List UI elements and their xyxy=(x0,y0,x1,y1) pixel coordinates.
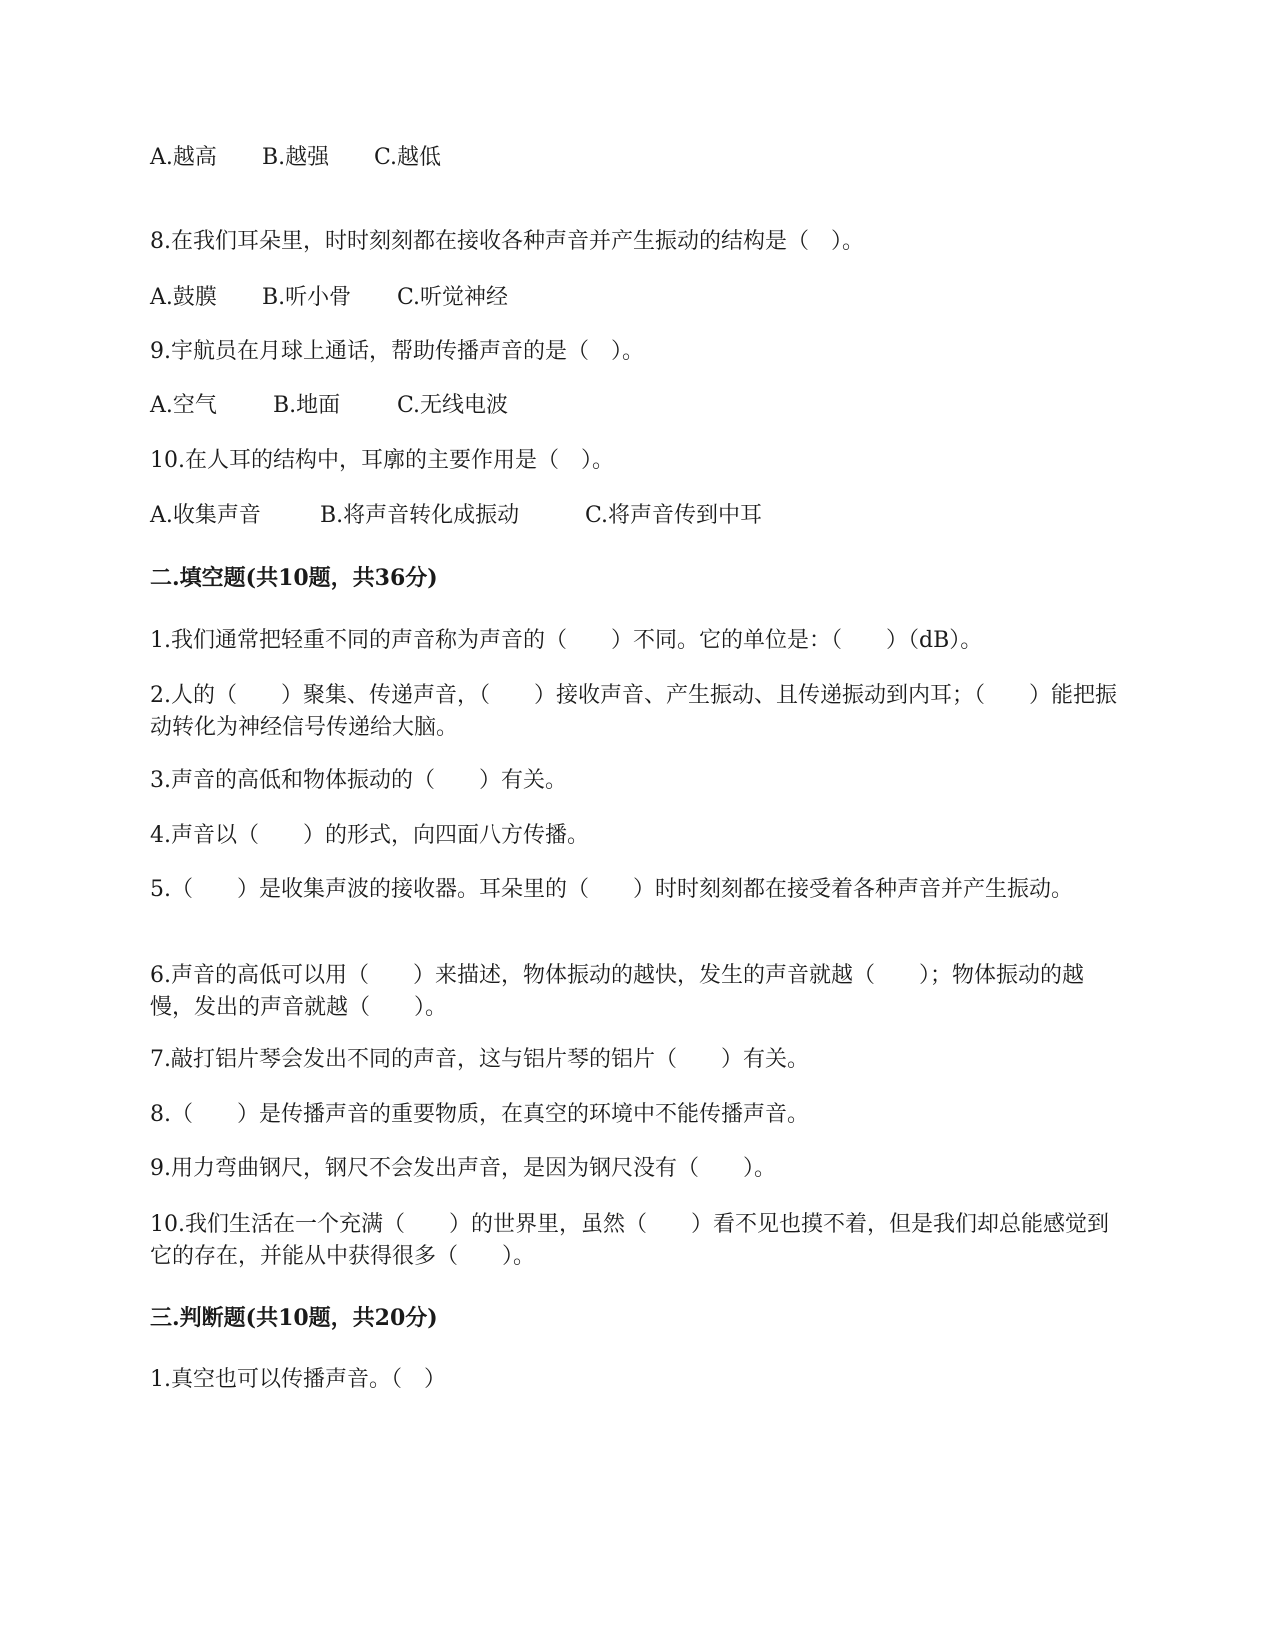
fill-question-3: 3.声音的高低和物体振动的（ ）有关。 xyxy=(150,768,567,793)
fill-question-5: 5.（ ）是收集声波的接收器。耳朵里的（ ）时时刻刻都在接受着各种声音并产生振动。 xyxy=(150,877,1073,902)
q9-text: 9.宇航员在月球上通话，帮助传播声音的是（ ）。 xyxy=(150,339,644,364)
fill-question-1: 1.我们通常把轻重不同的声音称为声音的（ ）不同。它的单位是：（ ）（dB）。 xyxy=(150,628,983,653)
q10-options xyxy=(150,500,1120,532)
q9-option-c: C.无线电波 xyxy=(397,393,509,418)
q10-option-a: A.收集声音 xyxy=(150,503,261,528)
fill-question-4: 4.声音以（ ）的形式，向四面八方传播。 xyxy=(150,823,589,848)
section2-heading: 二.填空题(共10题，共36分) xyxy=(150,565,438,591)
q8-option-c: C.听觉神经 xyxy=(397,285,509,310)
section3-heading: 三.判断题(共10题，共20分) xyxy=(150,1305,438,1331)
q8-options xyxy=(150,282,1120,314)
q10-text: 10.在人耳的结构中，耳廓的主要作用是（ ）。 xyxy=(150,448,614,473)
fill-question-9: 9.用力弯曲钢尺，钢尺不会发出声音，是因为钢尺没有（ ）。 xyxy=(150,1156,776,1181)
q7-option-c: C.越低 xyxy=(374,145,442,170)
fill-question-2: 2.人的（ ）聚集、传递声音，（ ）接收声音、产生振动、且传递振动到内耳；（ ）能把振动转化为神经信号传递给大脑。 xyxy=(150,683,1117,740)
q9-option-b: B.地面 xyxy=(273,393,341,418)
q8-text: 8.在我们耳朵里，时时刻刻都在接收各种声音并产生振动的结构是（ ）。 xyxy=(150,229,864,254)
q8-option-b: B.听小骨 xyxy=(262,285,352,310)
q9-option-a: A.空气 xyxy=(150,393,217,418)
q10-option-b: B.将声音转化成振动 xyxy=(320,503,520,528)
q10-option-c: C.将声音传到中耳 xyxy=(585,503,763,528)
q8-option-a: A.鼓膜 xyxy=(150,285,217,310)
fill-question-10: 10.我们生活在一个充满（ ）的世界里，虽然（ ）看不见也摸不着，但是我们却总能感觉到它的存在，并能从中获得很多（ ）。 xyxy=(150,1212,1109,1269)
fill-question-8: 8.（ ）是传播声音的重要物质，在真空的环境中不能传播声音。 xyxy=(150,1102,809,1127)
fill-question-7: 7.敲打铝片琴会发出不同的声音，这与铝片琴的铝片（ ）有关。 xyxy=(150,1047,809,1072)
fill-question-6: 6.声音的高低可以用（ ）来描述，物体振动的越快，发生的声音就越（ ）；物体振动的越慢，发出的声音就越（ ）。 xyxy=(150,963,1084,1020)
q9-options xyxy=(150,390,1120,422)
q7-option-b: B.越强 xyxy=(262,145,330,170)
q7-options xyxy=(150,142,1120,174)
q7-option-a: A.越高 xyxy=(150,145,217,170)
judge-question-1: 1.真空也可以传播声音。（ ） xyxy=(150,1367,446,1392)
exam-page xyxy=(150,0,1120,1650)
